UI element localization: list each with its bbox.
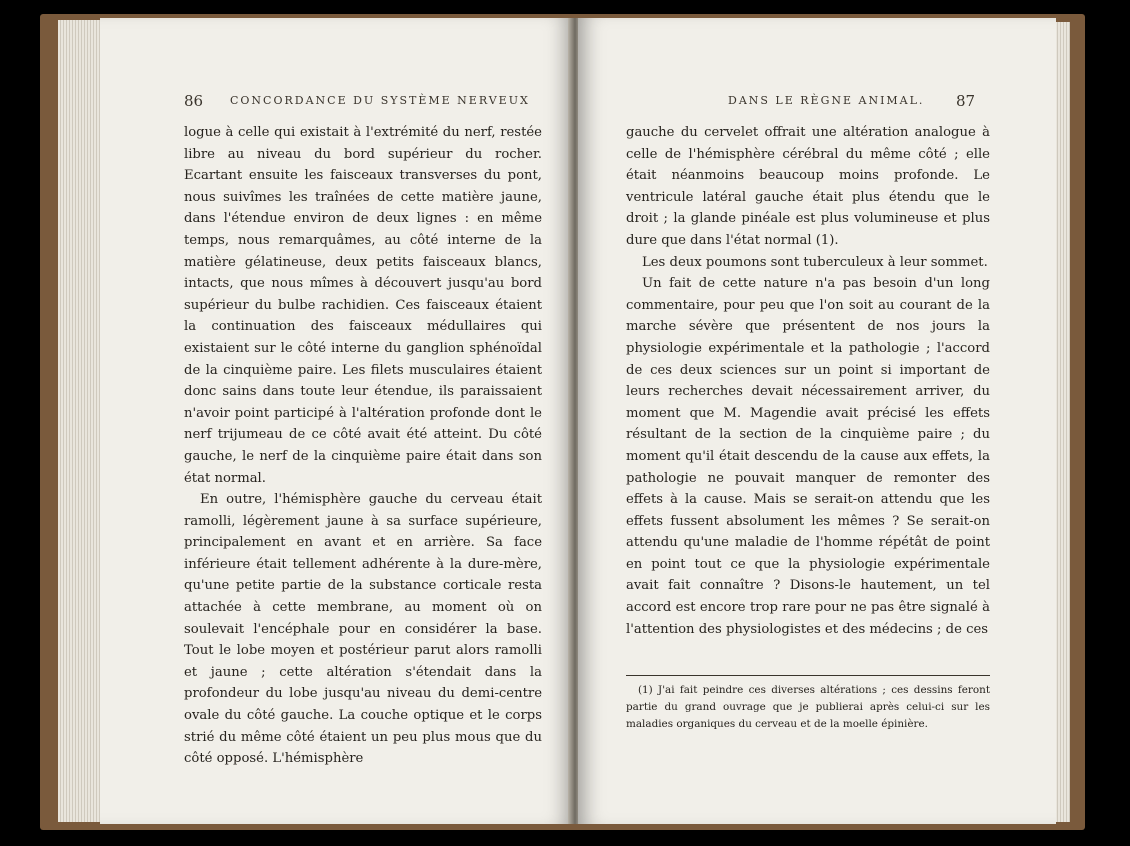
right-page	[578, 18, 1056, 824]
paragraph: En outre, l'hémisphère gauche du cerveau était ramolli, légèrement jaune à sa surface supérieure, principalement en avant et en arrière. Sa face inférieure était tellement adhérente à la dure-mère, qu'une petite partie de la substance corticale resta attachée à cette membrane, au moment où on soulevait l'encéphale pour en considérer la base. Tout le lobe moyen et postérieur parut alors ramolli et jaune ; cette altération s'étendait dans la profondeur du lobe jusqu'au niveau du demi-centre ovale du côté gauche. La couche optique et le corps strié du même côté étaient un peu plus mous que du côté opposé. L'hémisphère	[184, 492, 542, 767]
paragraph: Les deux poumons sont tuberculeux à leur sommet.	[642, 254, 988, 270]
paragraph: Un fait de cette nature n'a pas besoin d'un long commentaire, pour peu que l'on soit au courant de la marche sévère que présentent de nos jours la physiologie expérimentale et la pathologie ; l'accord de ces deux sciences sur un point si important de leurs recherches devait nécessairement arriver, du moment que M. Magendie avait précisé les effets résultant de la section de la cinquième paire ; du moment qu'il était descendu de la cause aux effets, la pathologie ne pouvait manquer de remonter des effets à la cause. Mais se serait-on attendu que les effets fussent absolument les mêmes ? Se serait-on attendu qu'une maladie de l'homme répétât de point en point tout ce que la physiologie expérimentale avait fait connaître ? Disons-le hautement, un tel accord est encore trop rare pour ne pas être signalé à l'attention des physiologistes et des médecins ; de ces	[626, 276, 990, 637]
running-head-right: DANS LE RÈGNE ANIMAL.	[728, 94, 925, 107]
footnote-text: (1) J'ai fait peindre ces diverses altérations ; ces dessins feront partie du grand ouvrage que je publierai après celui-ci sur les maladies organiques du cerveau et de la moelle épinière.	[626, 684, 990, 730]
page-number-right: 87	[956, 92, 976, 110]
paragraph: logue à celle qui existait à l'extrémité du nerf, restée libre au niveau du bord supérieur du rocher. Ecartant ensuite les faisceaux transverses du pont, nous suivîmes les traînées de cette matière jaune, dans l'étendue environ de deux lignes : en même temps, nous remarquâmes, au côté interne de la matière gélatineuse, deux petits faisceaux blancs, intacts, que nous mîmes à découvert jusqu'au bord supérieur du bulbe rachidien. Ces faisceaux étaient la continuation des faisceaux médullaires qui existaient sur le côté interne du ganglion sphénoïdal de la cinquième paire. Les filets musculaires étaient donc sains dans toute leur étendue, ils paraissaient n'avoir point participé à l'altération profonde dont le nerf trijumeau de ce côté avait été atteint. Du côté gauche, le nerf de la cinquième paire était dans son état normal.	[184, 125, 542, 486]
left-page	[100, 18, 572, 824]
right-page-text	[626, 122, 990, 640]
running-head-left: CONCORDANCE DU SYSTÈME NERVEUX	[230, 94, 530, 107]
footnote	[626, 682, 990, 733]
footnote-rule	[626, 675, 990, 676]
paragraph: gauche du cervelet offrait une altération analogue à celle de l'hémisphère cérébral du même côté ; elle était néanmoins beaucoup moins profonde. Le ventricule latéral gauche était plus étendu que le droit ; la glande pinéale est plus volumineuse et plus dure que dans l'état normal (1).	[626, 125, 990, 248]
left-page-text	[184, 122, 542, 770]
page-number-left: 86	[184, 92, 204, 110]
